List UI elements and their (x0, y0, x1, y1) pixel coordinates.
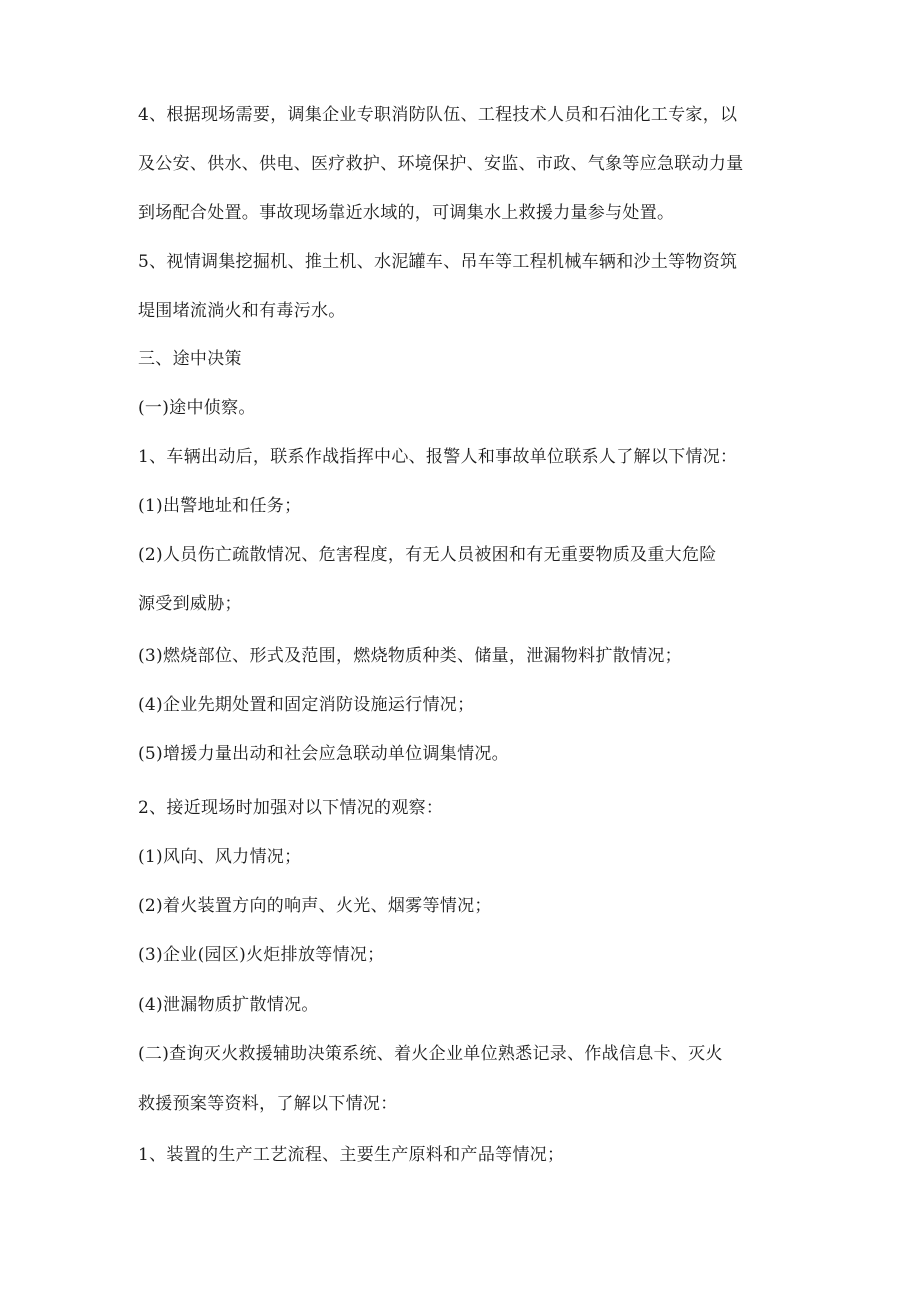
text-line: (2)着火装置方向的响声、火光、烟雾等情况； (138, 896, 492, 916)
subsection-heading: (一)途中侦察。 (138, 398, 256, 418)
text-line: 4、根据现场需要，调集企业专职消防队伍、工程技术人员和石油化工专家，以 (138, 105, 738, 125)
text-line: (1)风向、风力情况； (138, 847, 302, 867)
text-line: (2)人员伤亡疏散情况、危害程度，有无人员被困和有无重要物质及重大危险 (138, 545, 717, 565)
text-line: 1、车辆出动后，联系作战指挥中心、报警人和事故单位联系人了解以下情况： (138, 447, 738, 467)
text-line: 到场配合处置。事故现场靠近水域的，可调集水上救援力量参与处置。 (138, 203, 675, 223)
text-line: 救援预案等资料，了解以下情况： (138, 1094, 398, 1114)
text-line: 及公安、供水、供电、医疗救护、环境保护、安监、市政、气象等应急联动力量 (138, 154, 744, 174)
text-line: (1)出警地址和任务； (138, 496, 302, 516)
text-line: 2、接近现场时加强对以下情况的观察： (138, 798, 444, 818)
text-line: (4)企业先期处置和固定消防设施运行情况； (138, 695, 475, 715)
section-heading: 三、途中决策 (138, 349, 242, 369)
text-line: (4)泄漏物质扩散情况。 (138, 995, 319, 1015)
text-line: 5、视情调集挖掘机、推土机、水泥罐车、吊车等工程机械车辆和沙土等物资筑 (138, 252, 738, 272)
subsection-heading: (二)查询灭火救援辅助决策系统、着火企业单位熟悉记录、作战信息卡、灭火 (138, 1044, 723, 1064)
text-line: 1、装置的生产工艺流程、主要生产原料和产品等情况； (138, 1145, 565, 1165)
text-line: (5)增援力量出动和社会应急联动单位调集情况。 (138, 744, 509, 764)
text-line: 堤围堵流淌火和有毒污水。 (138, 301, 346, 321)
text-line: (3)燃烧部位、形式及范围，燃烧物质种类、储量，泄漏物料扩散情况； (138, 646, 682, 666)
text-line: 源受到威胁； (138, 594, 242, 614)
text-line: (3)企业(园区)火炬排放等情况； (138, 945, 385, 965)
